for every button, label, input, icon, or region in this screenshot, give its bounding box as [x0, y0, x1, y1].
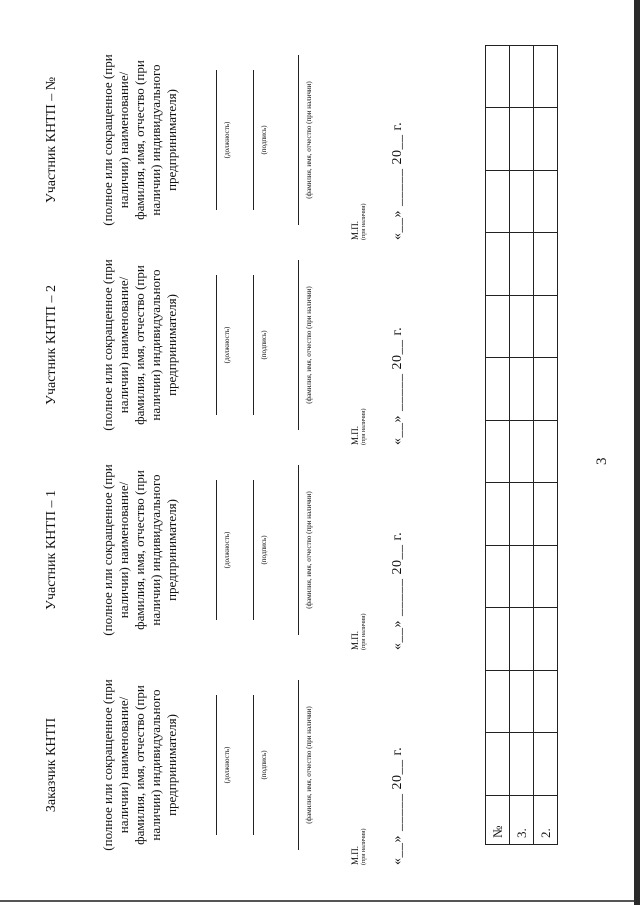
position-caption: (должность)	[223, 746, 231, 784]
name-caption: (фамилия, имя, отчество (при наличии)	[305, 706, 313, 824]
stamp-note: (при наличии)	[361, 203, 367, 240]
signature-line	[216, 695, 217, 835]
table-row	[510, 46, 534, 845]
signatory-heading: Заказчик КНТП	[44, 717, 59, 813]
signatory-description: (полное или сокращенное (при наличии) наименование/ фамилия, имя, отчество (при наличии) индивидуального предпринимателя)	[100, 54, 179, 226]
signature-line	[253, 275, 254, 415]
table-row	[534, 46, 558, 845]
signatory-description: (полное или сокращенное (при наличии) наименование/фамилия, имя, отчество (при наличии) индивидуального предпринимателя)	[100, 259, 179, 431]
signature-caption: (подпись)	[260, 750, 268, 780]
stamp-label: М.П.	[350, 425, 360, 445]
position-caption: (должность)	[223, 326, 231, 364]
name-caption: (фамилия, имя, отчество (при наличии)	[305, 286, 313, 404]
signatory-participant-n	[40, 40, 313, 240]
signature-table	[485, 45, 558, 845]
signature-caption: (подпись)	[260, 535, 268, 565]
signature-line	[216, 480, 217, 620]
position-caption: (должность)	[223, 121, 231, 159]
page-number: 3	[594, 457, 610, 465]
stamp-block	[350, 480, 406, 650]
stamp-block	[350, 695, 406, 865]
date-line: «__» _____ 20__ г.	[390, 746, 405, 865]
table-row	[486, 46, 510, 845]
signature-caption: (подпись)	[260, 330, 268, 360]
stamp-block	[350, 70, 406, 240]
name-caption: (фамилия, имя, отчество (при наличии)	[305, 491, 313, 609]
table-cell-number: 3.	[510, 796, 534, 845]
signatory-heading: Участник КНТП – 1	[44, 490, 59, 610]
signatory-customer	[40, 665, 313, 865]
signature-line	[298, 55, 299, 225]
signatory-participant-1	[40, 450, 313, 650]
signatory-description: (полное или сокращенное (при наличии) наименование/фамилия, имя, отчество (при наличии) индивидуального предпринимателя)	[100, 464, 179, 636]
signatory-description: (полное или сокращенное (при наличии) наименование/фамилия, имя, отчество (при наличии) индивидуального предпринимателя)	[100, 679, 179, 851]
signature-line	[298, 465, 299, 635]
date-line: «__» _____ 20__ г.	[390, 531, 405, 650]
bottom-rule	[0, 900, 634, 902]
position-caption: (должность)	[223, 531, 231, 569]
signature-line	[253, 480, 254, 620]
stamp-label: М.П.	[350, 630, 360, 650]
stamp-label: М.П.	[350, 220, 360, 240]
date-line: «__» _____ 20__ г.	[390, 326, 405, 445]
document-sheet	[20, 25, 620, 885]
stamp-label: М.П.	[350, 845, 360, 865]
signature-caption: (подпись)	[260, 125, 268, 155]
signature-line	[253, 695, 254, 835]
date-line: «__» _____ 20__ г.	[390, 121, 405, 240]
signatory-heading: Участник КНТП – №	[44, 76, 59, 204]
name-caption: (фамилия, имя, отчество (при наличии)	[305, 81, 313, 199]
table-cell-number: 2.	[534, 796, 558, 845]
signature-line	[298, 680, 299, 850]
signature-line	[216, 70, 217, 210]
signature-line	[253, 70, 254, 210]
signature-line	[298, 260, 299, 430]
stamp-note: (при наличии)	[361, 828, 367, 865]
table-cell-number: №	[486, 796, 510, 845]
signatory-heading: Участник КНТП – 2	[44, 285, 59, 405]
stamp-note: (при наличии)	[361, 613, 367, 650]
stamp-block	[350, 275, 406, 445]
stamp-note: (при наличии)	[361, 408, 367, 445]
signature-line	[216, 275, 217, 415]
signatory-participant-2	[40, 245, 313, 445]
